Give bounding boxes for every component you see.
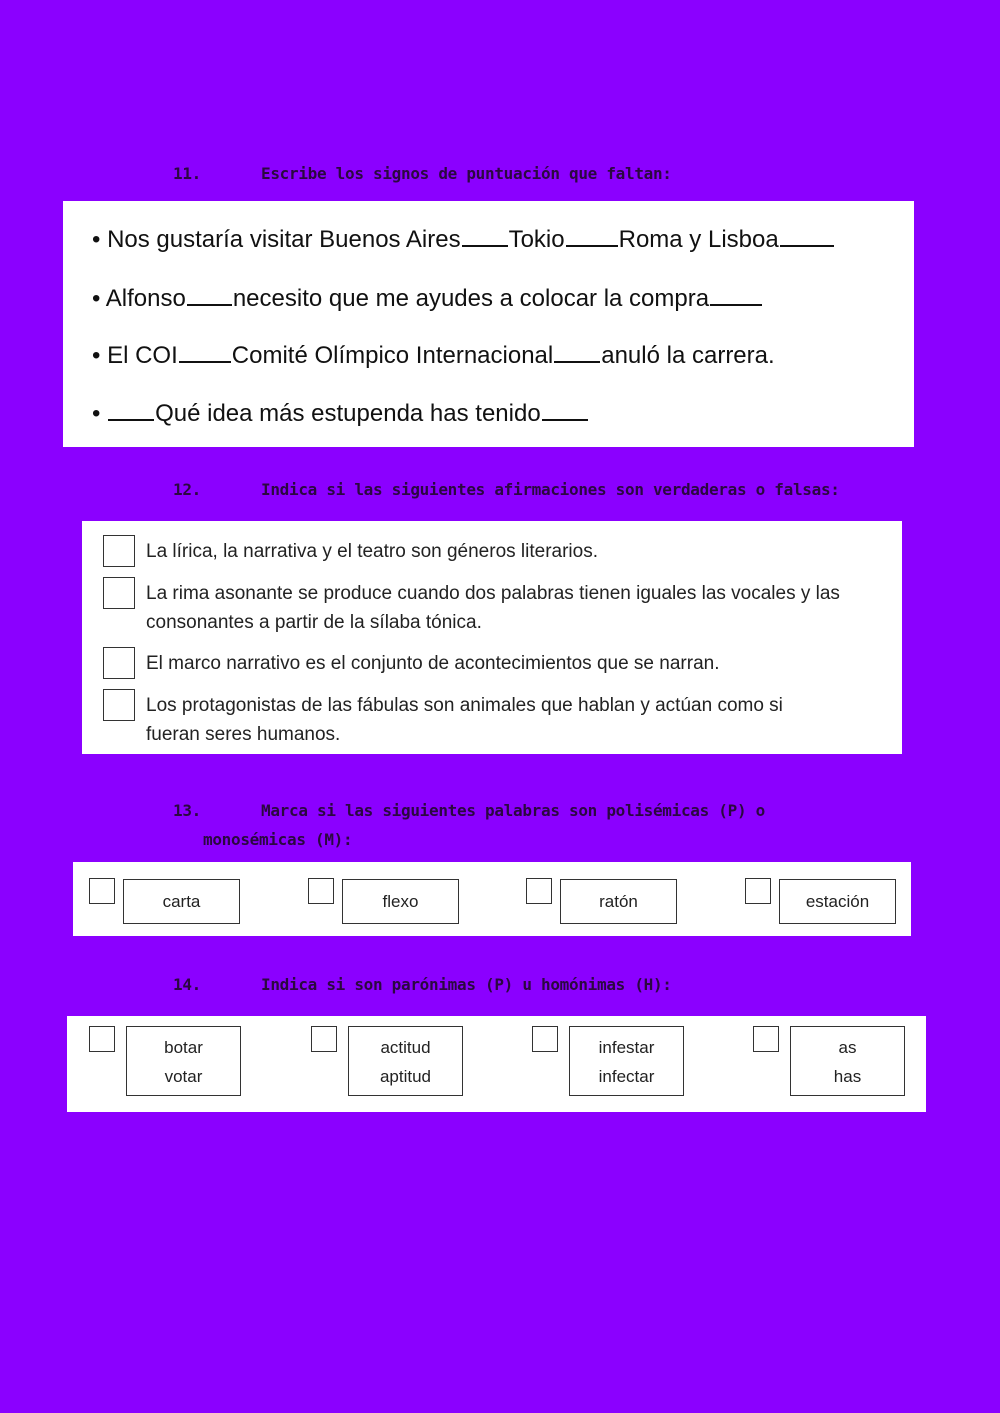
question-12-heading — [173, 480, 840, 499]
blank-field[interactable] — [108, 395, 154, 421]
answer-checkbox[interactable] — [311, 1026, 337, 1052]
word-a: infestar — [598, 1038, 655, 1057]
answer-checkbox[interactable] — [89, 1026, 115, 1052]
statement-text: La rima asonante se produce cuando dos palabras tienen iguales las vocales y las consonantes a partir de la sílaba tónica. — [146, 583, 840, 633]
word-pair-box — [790, 1026, 905, 1096]
question-13-heading — [173, 796, 765, 854]
question-title: Escribe los signos de puntuación que faltan: — [261, 164, 672, 183]
word-box: carta — [123, 879, 240, 924]
word-pair-box — [126, 1026, 241, 1096]
statement-text: Los protagonistas de las fábulas son animales que hablan y actúan como si fueran seres humanos. — [146, 695, 783, 745]
true-false-panel — [82, 521, 902, 754]
answer-checkbox[interactable] — [753, 1026, 779, 1052]
answer-checkbox[interactable] — [103, 647, 135, 679]
answer-checkbox[interactable] — [103, 577, 135, 609]
word-a: botar — [164, 1038, 203, 1057]
answer-checkbox[interactable] — [103, 689, 135, 721]
question-title: Indica si las siguientes afirmaciones son verdaderas o falsas: — [261, 480, 840, 499]
blank-field[interactable] — [780, 221, 834, 247]
answer-checkbox[interactable] — [103, 535, 135, 567]
blank-field[interactable] — [179, 337, 231, 363]
word-b: infectar — [598, 1067, 655, 1086]
word-b: aptitud — [379, 1067, 432, 1086]
sentence-3: • El COI Comité Olímpico Internacional anuló la carrera. — [92, 337, 775, 370]
blank-field[interactable] — [542, 395, 588, 421]
word-pair-box — [348, 1026, 463, 1096]
answer-checkbox[interactable] — [526, 878, 552, 904]
word-pair-box — [569, 1026, 684, 1096]
paronym-homonym-panel — [67, 1016, 926, 1112]
question-title-continued: monosémicas (M): — [203, 830, 353, 849]
question-14-heading — [173, 975, 672, 994]
question-number: 11. — [173, 164, 201, 183]
answer-checkbox[interactable] — [89, 878, 115, 904]
blank-field[interactable] — [710, 280, 762, 306]
word-b: votar — [164, 1067, 203, 1086]
word-a: as — [838, 1038, 857, 1057]
question-title: Marca si las siguientes palabras son polisémicas (P) o — [261, 801, 765, 820]
sentence-1: • Nos gustaría visitar Buenos Aires Tokio Roma y Lisboa — [92, 221, 835, 254]
blank-field[interactable] — [566, 221, 618, 247]
statement-text: La lírica, la narrativa y el teatro son géneros literarios. — [146, 541, 598, 562]
word-box: estación — [779, 879, 896, 924]
question-number: 13. — [173, 801, 201, 820]
answer-checkbox[interactable] — [745, 878, 771, 904]
polysemy-panel — [73, 862, 911, 936]
blank-field[interactable] — [187, 280, 232, 306]
word-box: ratón — [560, 879, 677, 924]
word-box: flexo — [342, 879, 459, 924]
question-number: 12. — [173, 480, 201, 499]
statement-text: El marco narrativo es el conjunto de acontecimientos que se narran. — [146, 653, 720, 674]
answer-checkbox[interactable] — [532, 1026, 558, 1052]
question-title: Indica si son parónimas (P) u homónimas (H): — [261, 975, 672, 994]
sentence-4: • Qué idea más estupenda has tenido — [92, 395, 589, 428]
question-11-heading — [173, 164, 672, 183]
word-a: actitud — [380, 1038, 431, 1057]
question-number: 14. — [173, 975, 201, 994]
answer-checkbox[interactable] — [308, 878, 334, 904]
word-b: has — [833, 1067, 862, 1086]
blank-field[interactable] — [462, 221, 508, 247]
sentence-2: • Alfonso necesito que me ayudes a colocar la compra — [92, 280, 763, 313]
blank-field[interactable] — [554, 337, 600, 363]
punctuation-exercise-panel — [63, 201, 914, 447]
